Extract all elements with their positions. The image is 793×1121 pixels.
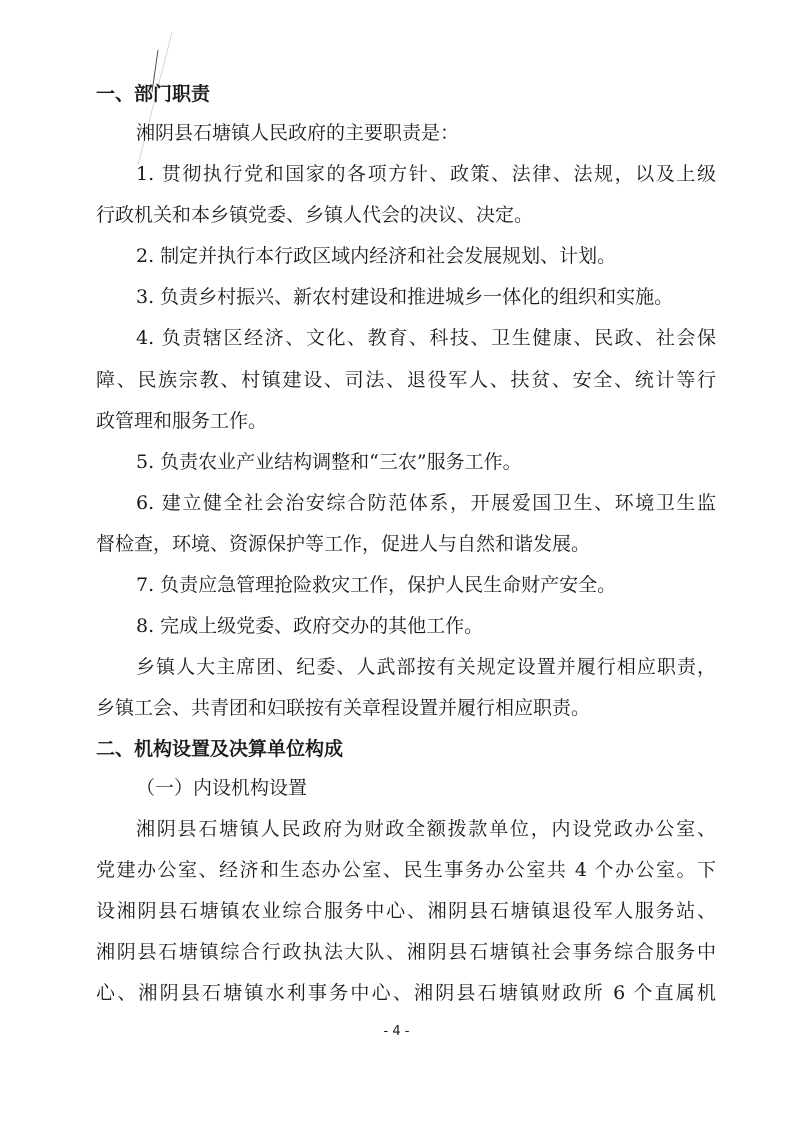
- duty-7: 7. 负责应急管理抢险救灾工作，保护人民生命财产安全。: [136, 574, 617, 596]
- institution-line-1: 湘阴县石塘镇人民政府为财政全额拨款单位，内设党政办公室、: [136, 818, 716, 840]
- duty-3: 3. 负责乡村振兴、新农村建设和推进城乡一体化的组织和实施。: [136, 286, 674, 308]
- other-duties-line-1: 乡镇人大主席团、纪委、人武部按有关规定设置并履行相应职责，: [136, 656, 716, 678]
- duty-2: 2. 制定并执行本行政区域内经济和社会发展规划、计划。: [136, 245, 617, 267]
- institution-line-2: 党建办公室、经济和生态办公室、民生事务办公室共 4 个办公室。下: [96, 859, 716, 881]
- duty-5: 5. 负责农业产业结构调整和“三农”服务工作。: [136, 451, 522, 473]
- duty-4-line-3: 政管理和服务工作。: [96, 410, 268, 432]
- intro-text: 湘阴县石塘镇人民政府的主要职责是：: [136, 122, 460, 144]
- duty-1-line-2: 行政机关和本乡镇党委、乡镇人代会的决议、决定。: [96, 204, 534, 226]
- institution-line-5: 心、湘阴县石塘镇水利事务中心、湘阴县石塘镇财政所 6 个直属机: [96, 982, 716, 1004]
- section-heading-duties: 一、部门职责: [96, 83, 211, 105]
- subheading-internal-institutions: （一）内设机构设置: [136, 777, 308, 799]
- duty-1-line-1: 1. 贯彻执行党和国家的各项方针、政策、法律、法规，以及上级: [136, 163, 716, 185]
- institution-line-4: 湘阴县石塘镇综合行政执法大队、湘阴县石塘镇社会事务综合服务中: [96, 941, 716, 963]
- other-duties-line-2: 乡镇工会、共青团和妇联按有关章程设置并履行相应职责。: [96, 697, 591, 719]
- institution-line-3: 设湘阴县石塘镇农业综合服务中心、湘阴县石塘镇退役军人服务站、: [96, 900, 716, 922]
- duty-4-line-2: 障、民族宗教、村镇建设、司法、退役军人、扶贫、安全、统计等行: [96, 369, 716, 391]
- section-heading-institutions: 二、机构设置及决算单位构成: [96, 738, 344, 760]
- duty-6-line-2: 督检查，环境、资源保护等工作，促进人与自然和谐发展。: [96, 533, 591, 555]
- duty-6-line-1: 6. 建立健全社会治安综合防范体系，开展爱国卫生、环境卫生监: [136, 492, 716, 514]
- duty-8: 8. 完成上级党委、政府交办的其他工作。: [136, 615, 484, 637]
- page-number: - 4 -: [383, 1024, 410, 1039]
- duty-4-line-1: 4. 负责辖区经济、文化、教育、科技、卫生健康、民政、社会保: [136, 327, 716, 349]
